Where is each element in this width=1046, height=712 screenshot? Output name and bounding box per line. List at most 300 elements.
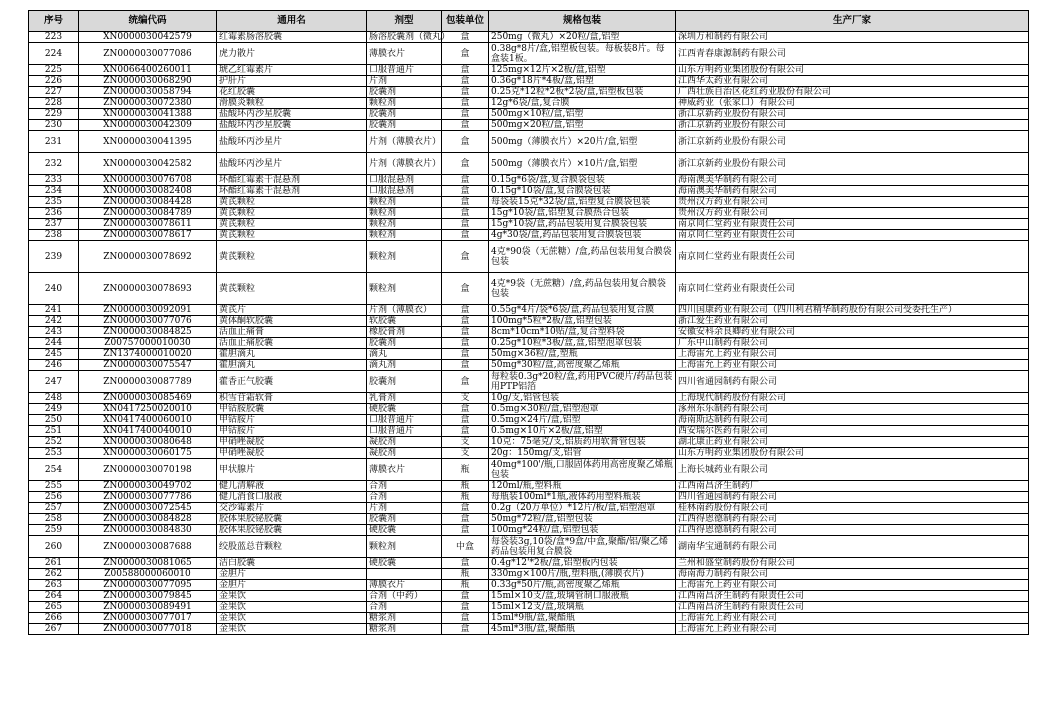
cell-index: 241 — [29, 305, 79, 316]
cell-index: 266 — [29, 613, 79, 624]
table-row — [29, 492, 1029, 503]
cell-spec-package: 0.38g*8片/盒,铝塑板包装。每板装8片。每盒装1板。 — [489, 43, 676, 65]
cell-spec-package: 每袋装15克*32袋/盒,铝塑复合膜袋包装 — [489, 197, 676, 208]
cell-manufacturer: 南京同仁堂药业有限责任公司 — [676, 219, 1029, 230]
cell-code: ZN0000030078693 — [79, 273, 217, 305]
table-row — [29, 580, 1029, 591]
cell-dosage-form: 胶囊剂 — [367, 338, 442, 349]
table-row — [29, 437, 1029, 448]
cell-spec-package: 10克：75毫克/支,铝质药用软膏管包装 — [489, 437, 676, 448]
cell-package-unit: 瓶 — [442, 569, 489, 580]
cell-index: 261 — [29, 558, 79, 569]
cell-dosage-form: 片剂 — [367, 503, 442, 514]
cell-dosage-form: 胶囊剂 — [367, 120, 442, 131]
cell-index: 242 — [29, 316, 79, 327]
cell-manufacturer: 桂林南药股份有限公司 — [676, 503, 1029, 514]
cell-code: XN0417400040010 — [79, 426, 217, 437]
cell-dosage-form: 胶囊剂 — [367, 109, 442, 120]
cell-code: ZN0000030078611 — [79, 219, 217, 230]
cell-dosage-form: 颗粒剂 — [367, 208, 442, 219]
cell-spec-package: 120ml/瓶,塑料瓶 — [489, 481, 676, 492]
cell-dosage-form: 薄膜衣片 — [367, 43, 442, 65]
table-row — [29, 536, 1029, 558]
cell-package-unit: 盒 — [442, 197, 489, 208]
cell-manufacturer: 四川省通园制药有限公司 — [676, 492, 1029, 503]
cell-dosage-form: 橡胶膏剂 — [367, 327, 442, 338]
cell-package-unit: 盒 — [442, 273, 489, 305]
cell-manufacturer: 湖北康正药业有限公司 — [676, 437, 1029, 448]
cell-index: 229 — [29, 109, 79, 120]
cell-dosage-form: 合剂 — [367, 481, 442, 492]
cell-manufacturer: 南京同仁堂药业有限责任公司 — [676, 273, 1029, 305]
cell-spec-package: 15ml*9瓶/盒,聚酯瓶 — [489, 613, 676, 624]
cell-spec-package: 0.25g*10粒*3板/盒,盒,铝塑泡罩包装 — [489, 338, 676, 349]
cell-generic-name: 金果饮 — [217, 624, 367, 635]
cell-generic-name: 甲硝唑凝胶 — [217, 448, 367, 459]
cell-dosage-form: 片剂（薄膜衣片） — [367, 153, 442, 175]
table-row — [29, 448, 1029, 459]
cell-generic-name: 活血止痛胶囊 — [217, 338, 367, 349]
header-manufacturer: 生产厂家 — [676, 11, 1029, 32]
cell-code: ZN0000030084830 — [79, 525, 217, 536]
cell-index: 260 — [29, 536, 79, 558]
cell-spec-package: 15g*10袋/盒,药品包装用复合膜袋包装 — [489, 219, 676, 230]
cell-dosage-form: 滴丸剂 — [367, 360, 442, 371]
cell-code: XN0000030042579 — [79, 32, 217, 43]
cell-generic-name: 活血止痛膏 — [217, 327, 367, 338]
table-row — [29, 65, 1029, 76]
cell-dosage-form: 颗粒剂 — [367, 230, 442, 241]
cell-index: 244 — [29, 338, 79, 349]
cell-index: 237 — [29, 219, 79, 230]
cell-dosage-form: 口服混悬剂 — [367, 175, 442, 186]
cell-manufacturer: 上海雷允上药业有限公司 — [676, 349, 1029, 360]
cell-manufacturer: 西安瑞尔医药有限公司 — [676, 426, 1029, 437]
cell-code: ZN0000030077076 — [79, 316, 217, 327]
cell-spec-package: 4克*9袋（无蔗糖）/盒,药品包装用复合膜袋包装 — [489, 273, 676, 305]
cell-dosage-form: 胶囊剂 — [367, 371, 442, 393]
table-row — [29, 327, 1029, 338]
cell-generic-name: 金胆片 — [217, 580, 367, 591]
cell-index: 231 — [29, 131, 79, 153]
cell-generic-name: 滑膜炎颗粒 — [217, 98, 367, 109]
cell-manufacturer: 广东中山制药有限公司 — [676, 338, 1029, 349]
table-row — [29, 459, 1029, 481]
cell-manufacturer: 南京同仁堂药业有限责任公司 — [676, 241, 1029, 273]
table-row — [29, 241, 1029, 273]
cell-package-unit: 盒 — [442, 305, 489, 316]
cell-manufacturer: 上海现代制药股份有限公司 — [676, 393, 1029, 404]
cell-manufacturer: 海南斯达制药有限公司 — [676, 415, 1029, 426]
cell-code: XN0000030082408 — [79, 186, 217, 197]
cell-dosage-form: 乳膏剂 — [367, 393, 442, 404]
table-row — [29, 273, 1029, 305]
cell-index: 259 — [29, 525, 79, 536]
cell-generic-name: 黄芪颗粒 — [217, 197, 367, 208]
cell-generic-name: 甲钴胺胶囊 — [217, 404, 367, 415]
table-body — [29, 32, 1029, 635]
table-row — [29, 481, 1029, 492]
cell-manufacturer: 浙江爱生药业有限公司 — [676, 316, 1029, 327]
cell-index: 236 — [29, 208, 79, 219]
drug-table — [28, 10, 1029, 635]
cell-index: 246 — [29, 360, 79, 371]
cell-spec-package: 0.5mg×30粒/盒,铝塑泡罩 — [489, 404, 676, 415]
cell-spec-package: 100mg*24粒/盒,铝塑包装 — [489, 525, 676, 536]
cell-index: 257 — [29, 503, 79, 514]
cell-index: 250 — [29, 415, 79, 426]
table-row — [29, 186, 1029, 197]
cell-generic-name: 藿胆滴丸 — [217, 360, 367, 371]
cell-code: ZN0000030081065 — [79, 558, 217, 569]
header-package-unit: 包装单位 — [442, 11, 489, 32]
cell-package-unit: 盒 — [442, 426, 489, 437]
cell-dosage-form: 凝胶剂 — [367, 437, 442, 448]
cell-spec-package: 100mg*5粒*2板/盒,铝塑包装 — [489, 316, 676, 327]
cell-generic-name: 盐酸环丙沙星胶囊 — [217, 120, 367, 131]
table-row — [29, 43, 1029, 65]
cell-package-unit: 盒 — [442, 613, 489, 624]
table-row — [29, 525, 1029, 536]
cell-generic-name: 胶体果胶铋胶囊 — [217, 514, 367, 525]
table-row — [29, 230, 1029, 241]
table-row — [29, 503, 1029, 514]
cell-package-unit: 中盒 — [442, 536, 489, 558]
cell-package-unit: 支 — [442, 448, 489, 459]
cell-package-unit: 瓶 — [442, 580, 489, 591]
cell-code: ZN0000030072380 — [79, 98, 217, 109]
cell-spec-package: 0.55g*4片/袋*6袋/盒,药品包装用复合膜 — [489, 305, 676, 316]
cell-generic-name: 盐酸环丙沙星胶囊 — [217, 109, 367, 120]
cell-manufacturer: 上海雷允上药业有限公司 — [676, 613, 1029, 624]
cell-index: 255 — [29, 481, 79, 492]
cell-generic-name: 琥乙红霉素片 — [217, 65, 367, 76]
cell-package-unit: 盒 — [442, 241, 489, 273]
cell-code: ZN0000030078617 — [79, 230, 217, 241]
cell-spec-package: 10g/支,铝管包装 — [489, 393, 676, 404]
cell-package-unit: 盒 — [442, 525, 489, 536]
cell-package-unit: 盒 — [442, 109, 489, 120]
cell-generic-name: 藿胆滴丸 — [217, 349, 367, 360]
table-row — [29, 591, 1029, 602]
cell-manufacturer: 贵州汉方药业有限公司 — [676, 208, 1029, 219]
cell-manufacturer: 南京同仁堂药业有限责任公司 — [676, 230, 1029, 241]
cell-package-unit: 盒 — [442, 514, 489, 525]
table-row — [29, 98, 1029, 109]
cell-dosage-form: 凝胶剂 — [367, 448, 442, 459]
cell-spec-package: 12g*6袋/盒,复合膜 — [489, 98, 676, 109]
cell-index: 247 — [29, 371, 79, 393]
cell-code: XN0000030080648 — [79, 437, 217, 448]
header-index: 序号 — [29, 11, 79, 32]
table-row — [29, 415, 1029, 426]
cell-dosage-form: 薄膜衣片 — [367, 580, 442, 591]
cell-code: ZN0000030068290 — [79, 76, 217, 87]
cell-manufacturer: 湖南华宝通制药有限公司 — [676, 536, 1029, 558]
cell-manufacturer: 四川省通园制药有限公司 — [676, 371, 1029, 393]
cell-package-unit: 盒 — [442, 219, 489, 230]
cell-package-unit: 盒 — [442, 503, 489, 514]
cell-package-unit: 盒 — [442, 131, 489, 153]
cell-code: ZN0000030077086 — [79, 43, 217, 65]
cell-spec-package: 15ml×10支/盒,玻璃管制口服液瓶 — [489, 591, 676, 602]
cell-manufacturer: 上海长城药业有限公司 — [676, 459, 1029, 481]
cell-spec-package: 40mg*100'/瓶,口服固体药用高密度聚乙烯瓶包装 — [489, 459, 676, 481]
cell-spec-package: 500mg（薄膜衣片）×10片/盒,铝塑 — [489, 153, 676, 175]
cell-generic-name: 甲钴胺片 — [217, 415, 367, 426]
cell-manufacturer: 江西南昌济生制药有限责任公司 — [676, 591, 1029, 602]
cell-generic-name: 黄芪颗粒 — [217, 219, 367, 230]
table-row — [29, 175, 1029, 186]
cell-code: XN0066400260011 — [79, 65, 217, 76]
cell-manufacturer: 安徽安科余良卿药业有限公司 — [676, 327, 1029, 338]
cell-dosage-form: 颗粒剂 — [367, 197, 442, 208]
cell-dosage-form: 片剂（薄膜衣片） — [367, 131, 442, 153]
table-row — [29, 558, 1029, 569]
cell-package-unit: 盒 — [442, 327, 489, 338]
cell-manufacturer: 浙江京新药业股份有限公司 — [676, 153, 1029, 175]
cell-generic-name: 健儿消食口服液 — [217, 492, 367, 503]
cell-index: 249 — [29, 404, 79, 415]
cell-code: ZN0000030092091 — [79, 305, 217, 316]
cell-code: Z00588000060010 — [79, 569, 217, 580]
cell-manufacturer: 海南澳美华制药有限公司 — [676, 186, 1029, 197]
table-row — [29, 316, 1029, 327]
cell-code: ZN0000030077018 — [79, 624, 217, 635]
header-dosage-form: 剂型 — [367, 11, 442, 32]
cell-package-unit: 盒 — [442, 624, 489, 635]
cell-generic-name: 金果饮 — [217, 602, 367, 613]
cell-generic-name: 金果饮 — [217, 613, 367, 624]
cell-package-unit: 盒 — [442, 591, 489, 602]
cell-package-unit: 盒 — [442, 32, 489, 43]
cell-index: 233 — [29, 175, 79, 186]
cell-dosage-form: 薄膜衣片 — [367, 459, 442, 481]
cell-package-unit: 盒 — [442, 153, 489, 175]
cell-code: ZN0000030077017 — [79, 613, 217, 624]
cell-package-unit: 盒 — [442, 186, 489, 197]
cell-code: ZN0000030084828 — [79, 514, 217, 525]
table-row — [29, 393, 1029, 404]
table-row — [29, 153, 1029, 175]
cell-dosage-form: 颗粒剂 — [367, 98, 442, 109]
cell-index: 263 — [29, 580, 79, 591]
cell-index: 251 — [29, 426, 79, 437]
cell-dosage-form: 颗粒剂 — [367, 273, 442, 305]
cell-spec-package: 0.36g*18片*4板/盒,铝塑 — [489, 76, 676, 87]
cell-code: ZN0000030087688 — [79, 536, 217, 558]
cell-index: 248 — [29, 393, 79, 404]
table-row — [29, 360, 1029, 371]
cell-generic-name: 盐酸环丙沙星片 — [217, 131, 367, 153]
cell-package-unit: 盒 — [442, 230, 489, 241]
cell-manufacturer: 江西南昌济生制药有限责任公司 — [676, 602, 1029, 613]
cell-generic-name: 金胆片 — [217, 569, 367, 580]
cell-package-unit: 盒 — [442, 208, 489, 219]
cell-dosage-form: 糖浆剂 — [367, 613, 442, 624]
cell-generic-name: 环酯红霉素干混悬剂 — [217, 186, 367, 197]
cell-index: 227 — [29, 87, 79, 98]
cell-code: XN0417400060010 — [79, 415, 217, 426]
cell-generic-name: 藿香正气胶囊 — [217, 371, 367, 393]
cell-package-unit: 盒 — [442, 415, 489, 426]
table-row — [29, 219, 1029, 230]
cell-code: ZN0000030077095 — [79, 580, 217, 591]
cell-generic-name: 黄芪颗粒 — [217, 273, 367, 305]
cell-spec-package: 4克*90袋（无蔗糖）/盒,药品包装用复合膜袋包装 — [489, 241, 676, 273]
cell-spec-package: 50mg×36粒/盒,塑瓶 — [489, 349, 676, 360]
cell-generic-name: 盐酸环丙沙星片 — [217, 153, 367, 175]
table-row — [29, 514, 1029, 525]
cell-manufacturer: 江西得恩德制药有限公司 — [676, 514, 1029, 525]
cell-generic-name: 交沙霉素片 — [217, 503, 367, 514]
cell-dosage-form: 合剂 — [367, 602, 442, 613]
cell-package-unit: 支 — [442, 393, 489, 404]
cell-manufacturer: 四川国康药业有限公司（四川利君精华制药股份有限公司受委托生产） — [676, 305, 1029, 316]
cell-dosage-form: 糖浆剂 — [367, 624, 442, 635]
cell-spec-package: 45ml*3瓶/盒,聚酯瓶 — [489, 624, 676, 635]
cell-package-unit: 盒 — [442, 338, 489, 349]
cell-code: ZN0000030084825 — [79, 327, 217, 338]
cell-generic-name: 甲状腺片 — [217, 459, 367, 481]
cell-manufacturer: 兰州和盛堂制药股份有限公司 — [676, 558, 1029, 569]
cell-index: 228 — [29, 98, 79, 109]
cell-package-unit: 盒 — [442, 404, 489, 415]
table-row — [29, 131, 1029, 153]
cell-spec-package: 0.25克*12粒*2板*2袋/盒,铝塑板包装 — [489, 87, 676, 98]
cell-generic-name: 虎力散片 — [217, 43, 367, 65]
cell-spec-package: 8cm*10cm*10贴/盒,复合塑料袋 — [489, 327, 676, 338]
cell-index: 252 — [29, 437, 79, 448]
cell-manufacturer: 广西壮族自治区花红药业股份有限公司 — [676, 87, 1029, 98]
cell-package-unit: 盒 — [442, 87, 489, 98]
table-row — [29, 305, 1029, 316]
cell-index: 254 — [29, 459, 79, 481]
table-row — [29, 76, 1029, 87]
cell-package-unit: 盒 — [442, 43, 489, 65]
cell-code: ZN0000030077786 — [79, 492, 217, 503]
cell-manufacturer: 涿州东乐制药有限公司 — [676, 404, 1029, 415]
cell-manufacturer: 山东方明药业集团股份有限公司 — [676, 65, 1029, 76]
cell-package-unit: 盒 — [442, 76, 489, 87]
table-row — [29, 426, 1029, 437]
cell-index: 225 — [29, 65, 79, 76]
table-row — [29, 109, 1029, 120]
cell-spec-package: 15g*10袋/盒,铝塑复合膜热合包装 — [489, 208, 676, 219]
cell-code: ZN0000030070198 — [79, 459, 217, 481]
cell-package-unit: 盒 — [442, 360, 489, 371]
cell-spec-package: 250mg（微丸）×20粒/盒,铝塑 — [489, 32, 676, 43]
cell-generic-name: 黄芪颗粒 — [217, 241, 367, 273]
cell-dosage-form — [367, 569, 442, 580]
cell-manufacturer: 海南海力制药有限公司 — [676, 569, 1029, 580]
table-row — [29, 208, 1029, 219]
table-row — [29, 624, 1029, 635]
cell-code: ZN0000030058794 — [79, 87, 217, 98]
header-code: 统编代码 — [79, 11, 217, 32]
cell-manufacturer: 浙江京新药业股份有限公司 — [676, 109, 1029, 120]
cell-spec-package: 0.15g*10袋/盒,复合膜袋包装 — [489, 186, 676, 197]
cell-spec-package: 15ml×12支/盒,玻璃瓶 — [489, 602, 676, 613]
cell-index: 226 — [29, 76, 79, 87]
cell-index: 243 — [29, 327, 79, 338]
cell-code: ZN0000030084789 — [79, 208, 217, 219]
cell-spec-package: 500mg×10粒/盒,铝塑 — [489, 109, 676, 120]
cell-generic-name: 黄芪片 — [217, 305, 367, 316]
cell-index: 245 — [29, 349, 79, 360]
cell-index: 258 — [29, 514, 79, 525]
cell-code: ZN0000030075547 — [79, 360, 217, 371]
cell-index: 224 — [29, 43, 79, 65]
table-row — [29, 349, 1029, 360]
cell-spec-package: 125mg×12片×2板/盒,铝塑 — [489, 65, 676, 76]
cell-index: 239 — [29, 241, 79, 273]
cell-generic-name: 甲钴胺片 — [217, 426, 367, 437]
cell-spec-package: 50mg*30粒/盒,高密度聚乙烯瓶 — [489, 360, 676, 371]
cell-index: 238 — [29, 230, 79, 241]
cell-manufacturer: 江西华太药业有限公司 — [676, 76, 1029, 87]
table-row — [29, 404, 1029, 415]
cell-generic-name: 黄芪颗粒 — [217, 208, 367, 219]
cell-dosage-form: 颗粒剂 — [367, 536, 442, 558]
cell-dosage-form: 硬胶囊 — [367, 525, 442, 536]
cell-code: XN0417250020010 — [79, 404, 217, 415]
cell-spec-package: 0.5mg×24片/盒,铝塑 — [489, 415, 676, 426]
table-row — [29, 371, 1029, 393]
cell-code: XN0000030041388 — [79, 109, 217, 120]
cell-generic-name: 环酯红霉素干混悬剂 — [217, 175, 367, 186]
cell-spec-package: 4g*30袋/盒,药品包装用复合膜袋包装 — [489, 230, 676, 241]
cell-dosage-form: 滴丸 — [367, 349, 442, 360]
cell-index: 232 — [29, 153, 79, 175]
table-row — [29, 197, 1029, 208]
cell-spec-package: 50mg*72粒/盒,铝塑包装 — [489, 514, 676, 525]
cell-generic-name: 甲硝唑凝胶 — [217, 437, 367, 448]
cell-manufacturer: 深圳万和制药有限公司 — [676, 32, 1029, 43]
cell-generic-name: 胶体果胶铋胶囊 — [217, 525, 367, 536]
cell-spec-package: 0.4g*12'*2板/盒,铝塑板内包装 — [489, 558, 676, 569]
cell-code: ZN0000030049702 — [79, 481, 217, 492]
cell-dosage-form: 硬胶囊 — [367, 404, 442, 415]
cell-code: ZN0000030089491 — [79, 602, 217, 613]
cell-package-unit: 瓶 — [442, 492, 489, 503]
cell-code: ZN0000030087789 — [79, 371, 217, 393]
cell-generic-name: 金果饮 — [217, 591, 367, 602]
cell-code: XN0000030041395 — [79, 131, 217, 153]
cell-index: 264 — [29, 591, 79, 602]
cell-manufacturer: 上海雷允上药业有限公司 — [676, 360, 1029, 371]
cell-package-unit: 盒 — [442, 371, 489, 393]
cell-generic-name: 洁白胶囊 — [217, 558, 367, 569]
cell-generic-name: 健儿清解液 — [217, 481, 367, 492]
cell-package-unit: 盒 — [442, 349, 489, 360]
cell-generic-name: 红霉素肠溶胶囊 — [217, 32, 367, 43]
cell-dosage-form: 口服混悬剂 — [367, 186, 442, 197]
cell-index: 240 — [29, 273, 79, 305]
cell-spec-package: 0.33g*50片/瓶,高密度聚乙烯瓶 — [489, 580, 676, 591]
header-generic-name: 通用名 — [217, 11, 367, 32]
cell-dosage-form: 颗粒剂 — [367, 241, 442, 273]
cell-package-unit: 瓶 — [442, 459, 489, 481]
cell-manufacturer: 海南澳美华制药有限公司 — [676, 175, 1029, 186]
cell-index: 223 — [29, 32, 79, 43]
cell-manufacturer: 江西得恩德制药有限公司 — [676, 525, 1029, 536]
cell-manufacturer: 江西青春康源制药有限公司 — [676, 43, 1029, 65]
cell-spec-package: 每粒装0.3g*20粒/盒,药用PVC硬片/药品包装用PTP铝箔 — [489, 371, 676, 393]
cell-package-unit: 盒 — [442, 65, 489, 76]
cell-manufacturer: 神威药业（张家口）有限公司 — [676, 98, 1029, 109]
cell-spec-package: 0.5mg×10片×2板/盒,铝塑 — [489, 426, 676, 437]
